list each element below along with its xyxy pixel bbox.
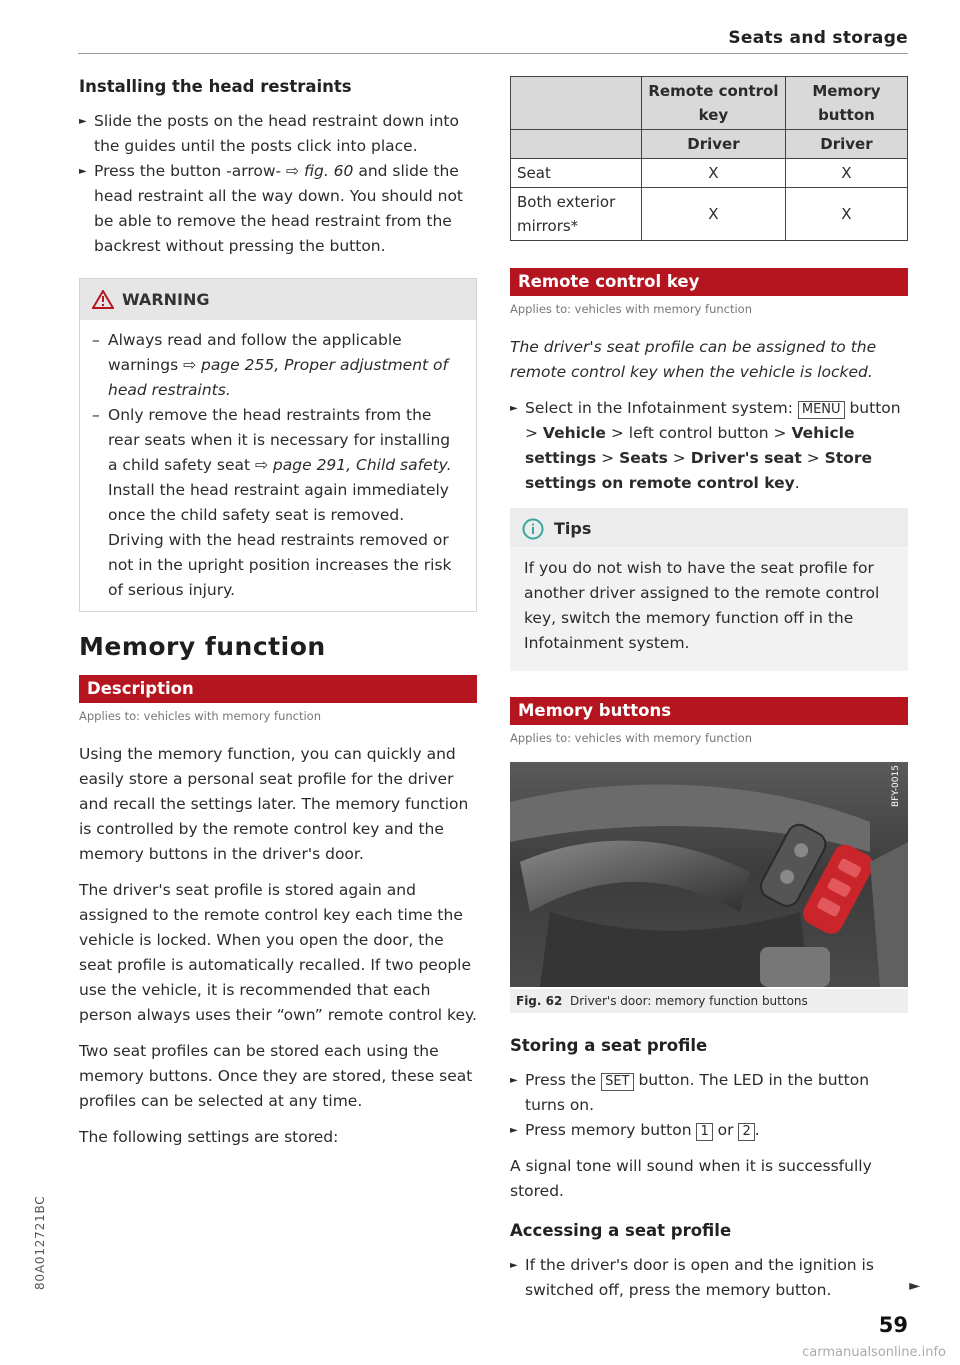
paragraph: The driver's seat profile is stored again and assigned to the remote control key each time the vehicle is locked. When you open the door, the seat profile is automatically recalled. If two people use the vehicle, it is recommended that each person always uses their “own” remote control key.: [79, 881, 477, 1024]
left-column: [79, 74, 477, 1161]
header-rule: [78, 53, 908, 54]
tips-body: If you do not wish to have the seat profile for another driver assigned to the remote control key, switch the memory function off in the Infotainment system.: [510, 548, 908, 671]
table-header-cell: Driver: [785, 130, 907, 159]
table-header-row: [511, 77, 908, 130]
table-header-cell: Driver: [642, 130, 786, 159]
running-header: Seats and storage: [728, 28, 908, 48]
watermark: carmanualsonline.info: [802, 1345, 946, 1360]
step-arrow-icon: ►: [510, 1075, 518, 1086]
continue-arrow-icon: ►: [909, 1278, 920, 1294]
warning-triangle-icon: [92, 290, 114, 309]
info-icon: [522, 518, 544, 540]
table-header-cell: Remote control key: [642, 77, 786, 130]
table-cell: Both exterior mirrors*: [511, 188, 642, 241]
step-arrow-icon: ►: [79, 116, 87, 127]
section-title: Memory function: [79, 632, 326, 661]
table-cell: X: [642, 188, 786, 241]
warning-body: [80, 320, 476, 611]
memory-buttons-bar: Memory buttons: [510, 697, 908, 725]
table-header-cell: Memory button: [785, 77, 907, 130]
applies-note: Applies to: vehicles with memory function: [79, 709, 321, 723]
accessing-heading: Accessing a seat profile: [510, 1221, 732, 1240]
page-reference-link[interactable]: ⇨ page 255, Proper adjustment of head restraints.: [108, 356, 448, 399]
memory-key-2: 2: [738, 1123, 754, 1141]
figure-62-image: [510, 762, 908, 987]
table-header-cell: [511, 77, 642, 130]
table-row: [511, 159, 908, 188]
page-number: 59: [878, 1313, 908, 1337]
document-code: 80A012721BC: [33, 1195, 47, 1290]
tips-title: Tips: [510, 508, 908, 548]
installing-step-2: ► Press the button -arrow- ⇨ fig. 60 and slide the head restraint all the way down. You should not be able to remove the head restraint from the backrest without pressing the button.: [79, 159, 477, 259]
table-header-row: [511, 130, 908, 159]
intro-paragraph: The driver's seat profile can be assigned to the remote control key when the vehicle is locked.: [510, 338, 877, 381]
table-cell: X: [642, 159, 786, 188]
accessing-step-1: ► If the driver's door is open and the ignition is switched off, press the memory button.: [510, 1253, 908, 1303]
table-row: [511, 188, 908, 241]
table-cell: Seat: [511, 159, 642, 188]
paragraph: Two seat profiles can be stored each using the memory buttons. Once they are stored, these seat profiles can be selected at any time.: [79, 1042, 473, 1110]
door-panel-illustration: [510, 762, 908, 987]
paragraph: Using the memory function, you can quickly and easily store a personal seat profile for the driver and recall the settings later. The memory function is controlled by the remote control key and the memory buttons in the driver's door.: [79, 745, 469, 863]
storing-heading: Storing a seat profile: [510, 1036, 708, 1055]
set-key-label: SET: [601, 1073, 633, 1091]
installing-heading: Installing the head restraints: [79, 77, 352, 96]
figure-code: BFY-0015: [891, 765, 901, 807]
installing-step-1: ► Slide the posts on the head restraint down into the guides until the posts click into place.: [79, 109, 477, 159]
page-reference-link[interactable]: ⇨ page 291, Child safety.: [255, 456, 452, 474]
storing-step-1: ► Press the SET button. The LED in the button turns on.: [510, 1068, 908, 1118]
warning-box: [79, 278, 477, 612]
right-column: [510, 76, 908, 1303]
table-cell: X: [785, 188, 907, 241]
table-cell: X: [785, 159, 907, 188]
figure-caption: Fig. 62 Driver's door: memory function buttons: [510, 989, 908, 1013]
description-bar: Description: [79, 675, 477, 703]
applies-note: Applies to: vehicles with memory function: [510, 731, 752, 745]
paragraph: The following settings are stored:: [79, 1128, 339, 1146]
remote-control-key-bar: Remote control key: [510, 268, 908, 296]
warning-item-1: – Always read and follow the applicable warnings ⇨ page 255, Proper adjustment of head restraints.: [92, 331, 448, 399]
applies-note: Applies to: vehicles with memory function: [510, 302, 752, 316]
warning-item-2: – Only remove the head restraints from the rear seats when it is necessary for installing a child safety seat ⇨ page 291, Child safety. Install the head restraint again immediately once the child safety seat is removed. Driving with the head restraints removed or not in the upright position increases the risk of serious injury.: [92, 406, 452, 599]
fig-reference-link[interactable]: ⇨ fig. 60: [286, 162, 354, 180]
warning-title: WARNING: [80, 279, 476, 320]
remote-step: ► Select in the Infotainment system: MENU button > Vehicle > left control button > Vehicle settings > Seats > Driver's seat > Store settings on remote control key.: [510, 396, 908, 496]
step-arrow-icon: ►: [510, 1125, 518, 1136]
tips-box: [510, 508, 908, 671]
step-arrow-icon: ►: [79, 166, 87, 177]
memory-settings-table: [510, 76, 908, 241]
memory-key-1: 1: [696, 1123, 712, 1141]
step-arrow-icon: ►: [510, 1260, 518, 1271]
step-arrow-icon: ►: [510, 403, 518, 414]
menu-key-label: MENU: [798, 401, 845, 419]
paragraph: A signal tone will sound when it is successfully stored.: [510, 1157, 872, 1200]
storing-step-2: ► Press memory button 1 or 2 .: [510, 1118, 908, 1143]
table-header-cell: [511, 130, 642, 159]
